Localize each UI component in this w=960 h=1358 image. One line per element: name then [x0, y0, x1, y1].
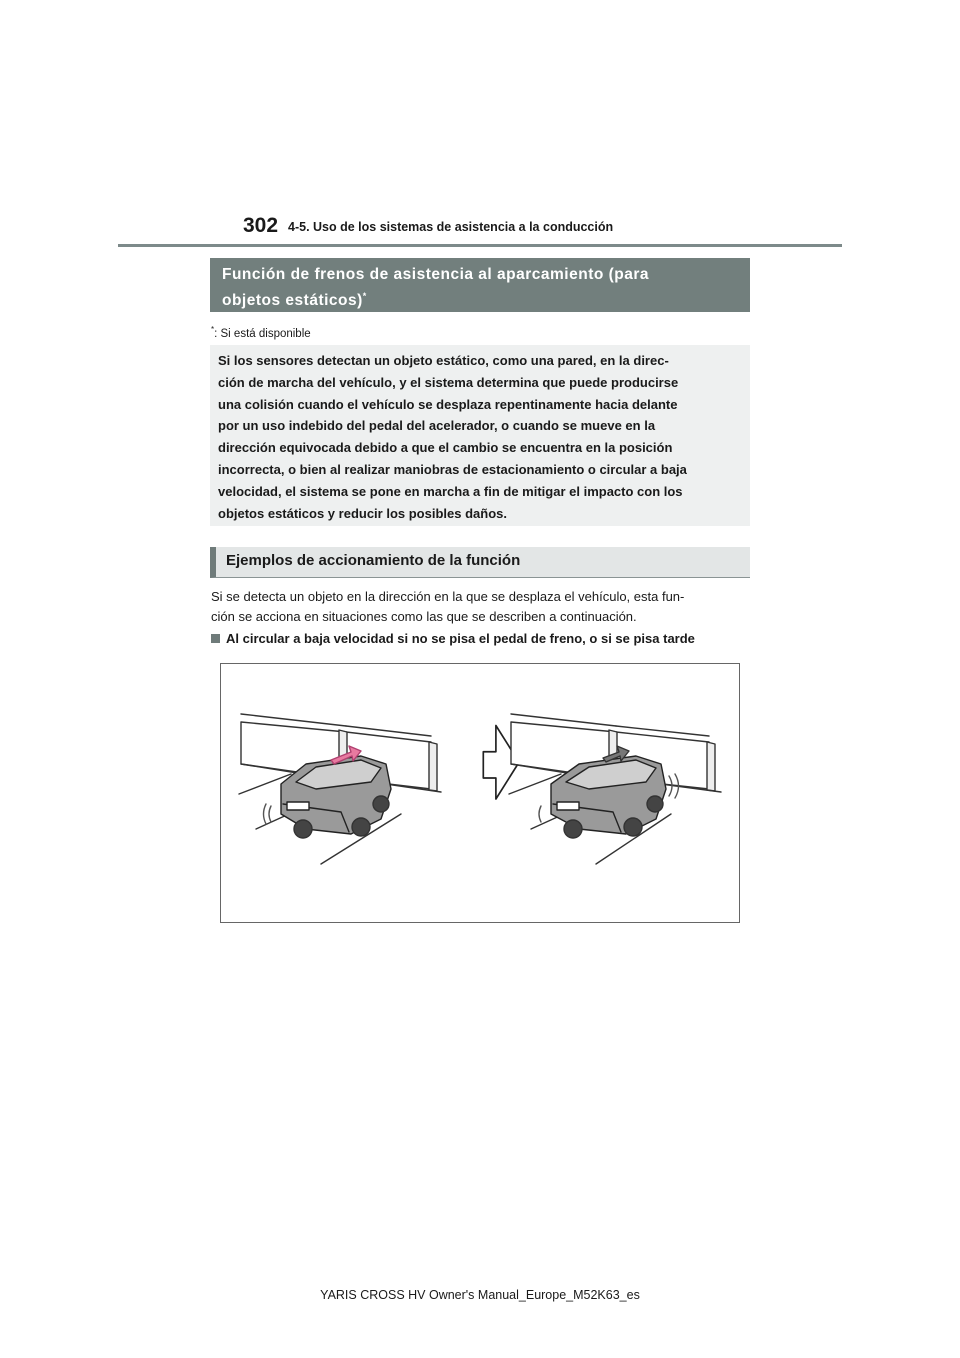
- header-rule: [118, 244, 842, 247]
- bullet-square-icon: [211, 634, 220, 643]
- scene-before: [239, 714, 441, 864]
- footnote-text: : Si está disponible: [214, 327, 311, 340]
- footnote-marker: *: [211, 325, 215, 334]
- intro-line: velocidad, el sistema se pone en marcha a fin de mitigar el impacto con los: [218, 483, 683, 499]
- page-number: 302: [243, 214, 279, 237]
- section-title-line-2-text: objetos estáticos): [222, 292, 363, 309]
- intro-line: ción de marcha del vehículo, y el sistema determina que puede producirse: [218, 374, 679, 390]
- example-bullet-text: Al circular a baja velocidad si no se pisa el pedal de freno, o si se pisa tarde: [226, 631, 695, 646]
- availability-marker: *: [362, 290, 367, 301]
- body-line: ción se acciona en situaciones como las que se describen a continuación.: [211, 609, 637, 624]
- intro-line: una colisión cuando el vehículo se desplaza repentinamente hacia delante: [218, 396, 678, 412]
- section-reference: 4-5. Uso de los sistemas de asistencia a la conducción: [288, 220, 614, 234]
- body-line: Si se detecta un objeto en la dirección en la que se desplaza el vehículo, esta fun-: [211, 589, 685, 604]
- intro-line: dirección equivocada debido a que el cambio se encuentra en la posición: [218, 440, 673, 456]
- examples-heading: Ejemplos de accionamiento de la función: [210, 547, 750, 578]
- section-title-box: [210, 258, 750, 312]
- example-bullet: [211, 631, 771, 646]
- illustration-frame: [220, 663, 740, 923]
- parking-illustration: [221, 664, 739, 922]
- intro-line: incorrecta, o bien al realizar maniobras de estacionamiento o circular a baja: [218, 461, 687, 477]
- scene-after: [509, 714, 721, 864]
- examples-body: [211, 587, 751, 627]
- manual-footer: YARIS CROSS HV Owner's Manual_Europe_M52K63_es: [320, 1288, 640, 1302]
- availability-footnote: [211, 325, 311, 340]
- section-title-line-2: [222, 288, 738, 314]
- intro-line: Si los sensores detectan un objeto estático, como una pared, en la direc-: [218, 353, 669, 368]
- section-title-line-1: Función de frenos de asistencia al aparcamiento (para: [222, 266, 650, 283]
- intro-line: por un uso indebido del pedal del acelerador, o cuando se mueve en la: [218, 418, 656, 434]
- intro-line: objetos estáticos y reducir los posibles daños.: [218, 505, 507, 521]
- intro-box: [210, 345, 750, 526]
